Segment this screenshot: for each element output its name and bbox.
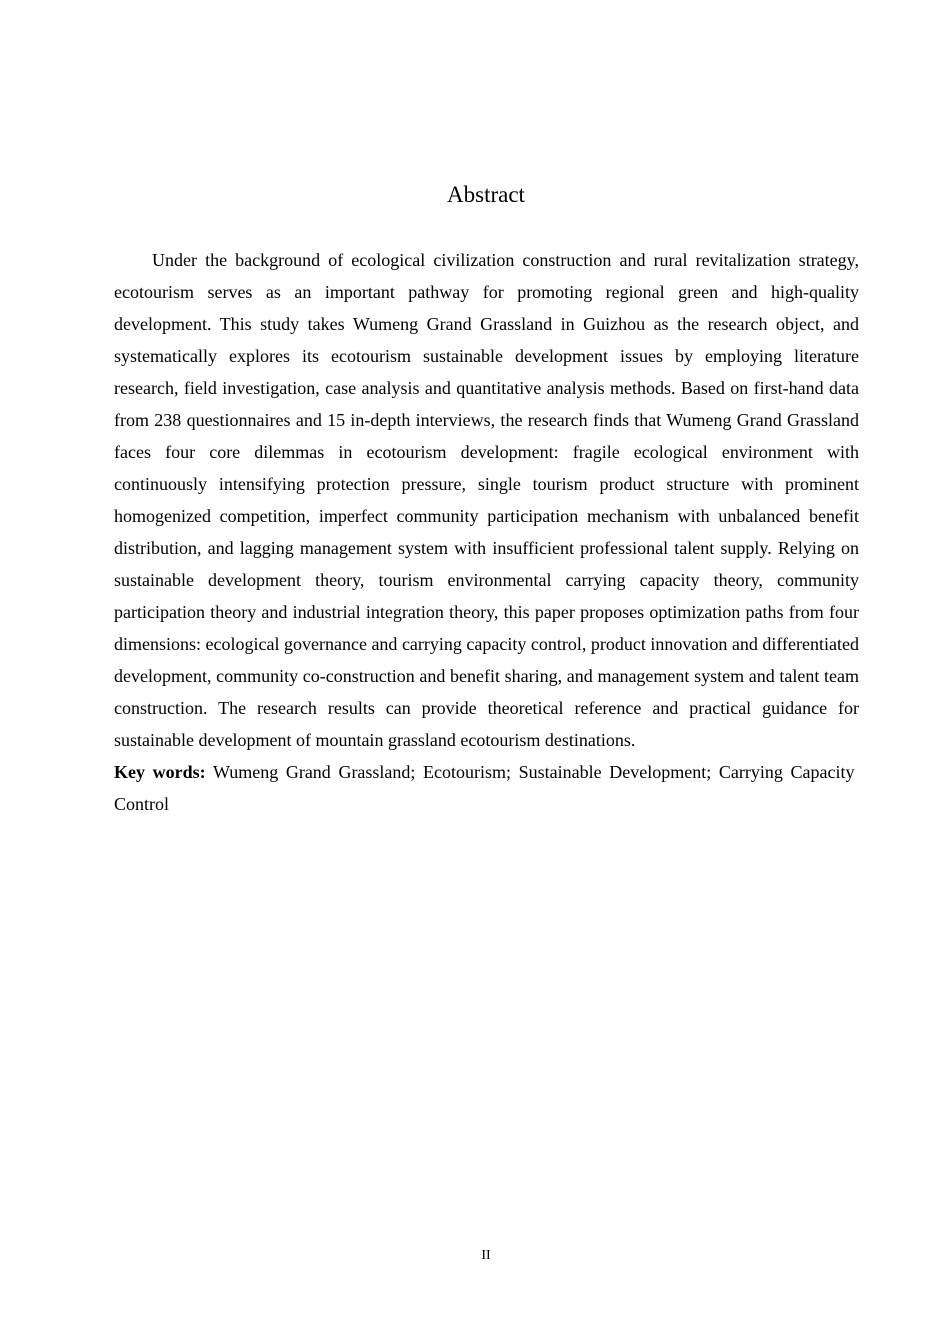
page-number: II — [481, 1248, 491, 1263]
keywords-text: Wumeng Grand Grassland; Ecotourism; Sustainable Development; Carrying Capacity Control — [114, 762, 859, 814]
abstract-title: Abstract — [447, 182, 525, 207]
keywords-line — [114, 756, 859, 820]
abstract-paragraph: Under the background of ecological civilization construction and rural revitalization strategy, ecotourism serves as an important pathway for promoting regional green and high-quality development. This study takes Wumeng Grand Grassland in Guizhou as the research object, and systematically explores its ecotourism sustainable development issues by employing literature research, field investigation, case analysis and quantitative analysis methods. Based on first-hand data from 238 questionnaires and 15 in-depth interviews, the research finds that Wumeng Grand Grassland faces four core dilemmas in ecotourism development: fragile ecological environment with continuously intensifying protection pressure, single tourism product structure with prominent homogenized competition, imperfect community participation mechanism with unbalanced benefit distribution, and lagging management system with insufficient professional talent supply. Relying on sustainable development theory, tourism environmental carrying capacity theory, community participation theory and industrial integration theory, this paper proposes optimization paths from four dimensions: ecological governance and carrying capacity control, product innovation and differentiated development, community co-construction and benefit sharing, and management system and talent team construction. The research results can provide theoretical reference and practical guidance for sustainable development of mountain grassland ecotourism destinations. — [114, 250, 859, 750]
abstract-body — [114, 244, 859, 820]
keywords-label: Key words: — [114, 762, 206, 782]
